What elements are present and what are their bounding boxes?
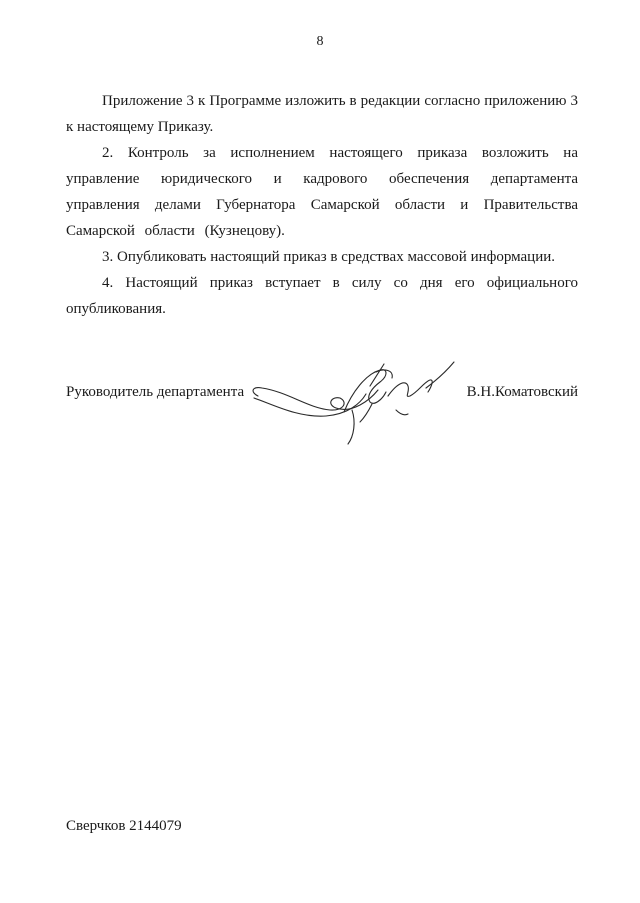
paragraph-appendix: Приложение 3 к Программе изложить в редакции согласно приложению 3 к настоящему Приказу. [66,93,578,135]
handwritten-signature [248,352,468,450]
executor-footer: Сверчков 2144079 [66,818,182,834]
paragraph-effective: 4. Настоящий приказ вступает в силу со дня его официального опубликования. [66,275,578,317]
signatory-role: Руководитель департамента [66,384,245,400]
paragraph-control: 2. Контроль за исполнением настоящего приказа возложить на управление юридического и кадрового обеспечения департамента управления делами Губернатора Самарской области и Правительства Самарской области (Кузнецову). [66,145,578,239]
page-number: 8 [316,34,324,49]
signatory-name: В.Н.Коматовский [466,384,578,400]
document-body [66,88,578,322]
paragraph-publish: 3. Опубликовать настоящий приказ в средствах массовой информации. [102,249,556,265]
